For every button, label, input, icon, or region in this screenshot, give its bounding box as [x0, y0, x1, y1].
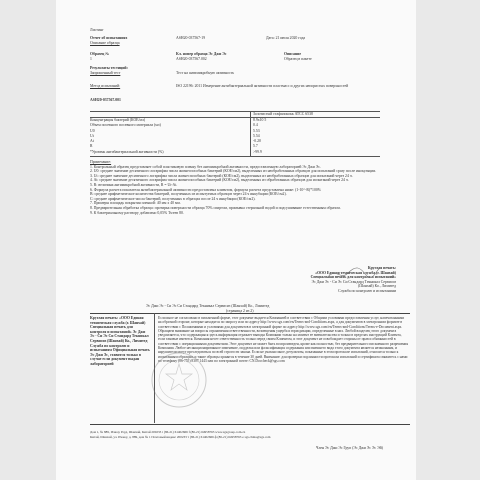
- results-label: Результаты тестиций:: [90, 66, 128, 70]
- table-column-header: Золотистый стафилококк ATCC 6538: [253, 112, 313, 116]
- address-line-2: Китай, Шанхай, ул. Ичжоу, д. 889, дом № 1 Почтовый индекс 200233 т (86-21) 61402666 ф (86-21) 64958763 e sgs.china@sgs.com: [90, 435, 271, 439]
- report-date: Дата: 21 июля 2020 года: [266, 36, 306, 40]
- notes-block: [90, 160, 386, 215]
- table-row-label: Ut: [90, 133, 94, 138]
- left-stamp-box: Круглая печать: «ООО Единая техническая служба (г. Шанхай) Специальная печать для контроля и испытаний» Эс Джи Эс - Си Эс Си Стандард Текникал Сервисиз (Шанхай) Ко., Лимитед Служба по контролю и испытаниям Официальная печать Эс Джи Эс, ставится только в случае если документ выдан лабораторией: [90, 316, 150, 366]
- sample-no-label: Образец №: [90, 52, 110, 56]
- stamp-line: Специальная печать для контроля и испытаний»: [310, 275, 396, 280]
- table-top-rule: [90, 111, 380, 112]
- table-row-value: 0.4: [253, 123, 258, 127]
- note-item: 7. Примеры площадь покрытия пленкой: 40 мм x 40 мм.: [90, 201, 181, 206]
- requested-value: Тест на антимикробную активность: [176, 70, 235, 75]
- address-line-1: Дом 1, № 889, Ичжоу Роуд, Шанхай, Китай 200233 t (86-21) 61402666 f (86-21) 64958763 www.sgsgroup.com.cn: [90, 430, 246, 434]
- table-row-label: Объем посевного посевного материала (мл): [90, 123, 161, 127]
- notes-title: Примечание:: [90, 160, 112, 164]
- note-item: 5. R: величина антимикробной активности, R = Ut-At.: [90, 182, 178, 187]
- report-subtitle: Описание образца: [90, 40, 120, 45]
- table-row-label: Концентрация бактерий (КОЕ/мл): [90, 118, 146, 122]
- sample-id: ASH20-037567.001: [90, 98, 121, 102]
- company-footer-title: Эс Джи Эс - Си Эс Си Стандард Текникал Сервисиз (Шанхай) Ко., Лимитед: [146, 304, 270, 308]
- note-item: С: среднее арифметическое числа бактерий, полученных в образцах после 24 ч инкубации (КОЕ/см2).: [90, 196, 256, 201]
- doc-title: Листинг: [90, 28, 104, 32]
- table-row-label: R: [90, 143, 93, 148]
- method-value: ISO 22196: 2011 Измерение антибактериальной активности пластмасс и других непористых поверхностей: [176, 84, 349, 88]
- method-label: Метод испытаний:: [90, 84, 121, 88]
- sample-label-title: Кл. номер образца Эс Джи Эс: [176, 52, 227, 56]
- note-item: 3. Ut: среднее значение десятичного логарифма числа жизнеспособных бактерий (КОЕ/см2), выделенных из необработанных образцов для испытаний через 24 ч.: [90, 173, 353, 178]
- table-row-value: -0.20: [253, 138, 261, 143]
- table-row-value: 5.54: [253, 133, 260, 138]
- seal-graphic: [149, 350, 209, 410]
- table-row-value: >99.9: [253, 149, 262, 154]
- note-item: 2. U0: среднее значение десятичного логарифма числа жизнеспособных бактерий (КОЕ/см2), выделенных из необработанных образцов для испытаний сразу после инокуляции.: [90, 169, 377, 174]
- note-item: 9. К бактериальному раствору добавлено 0,05% Tween 80.: [90, 210, 184, 215]
- page-indicator: (страница 2 из 2): [226, 309, 254, 313]
- requested-label: Запрошенный тест: [90, 70, 121, 75]
- stamp-line: (Шанхай) Ко., Лимитед: [358, 284, 396, 289]
- stamp-line: Служба по контролю и испытаниям: [338, 288, 396, 293]
- description-label: Описание: [284, 52, 302, 56]
- stamp-line: Эс Джи Эс - Си Эс Си Стандард Текникал Сервисиз: [311, 279, 396, 284]
- sample-label-value: ASH20-037567.002: [176, 57, 207, 61]
- table-row-value: 8.9x10 5: [253, 118, 267, 122]
- table-row-label: U0: [90, 128, 95, 133]
- table-row-value: 5.7: [253, 143, 258, 148]
- description-value: Образец в пакете: [284, 57, 312, 61]
- note-item: 1. Контрольный образец представляет собой пластиковую пленку без антимикробной активности, предоставленную лабораторией Эс Джи Эс.: [90, 164, 321, 169]
- table-column-rule: [250, 111, 251, 156]
- note-item: В: среднее арифметическое количества бактерий, полученных из испытуемых образцов через 24 ч инкубации (КОЕ/см2).: [90, 192, 287, 197]
- stamp-line: «ООО Единая техническая служба (г. Шанхай): [315, 270, 396, 275]
- stamp-line: Круглая печать:: [367, 266, 396, 270]
- report-title: Отчет об испытаниях: [90, 36, 128, 40]
- table-bottom-rule: [90, 156, 380, 157]
- sample-no-value: 1: [90, 57, 92, 61]
- document-page: [56, 0, 416, 480]
- table-row-label: At: [90, 138, 94, 143]
- terms-box: Если иное не согласовано в письменной форме, этот документ выдается Компанией в соответствии с Общими условиями предоставления услуг, напечатанными на обратной стороне, которые находятся по запросу или по адресу http://www.sgs.com/en/Terms-and-Conditions.aspx, а для документов в электронном формате в соответствии с Положениями и условиями для документов в электронной форме по адресу http://www.sgs.com/en/Terms-and-Conditions/Terms-e-Document.aspx. Обращаем внимание на вопросы ограничения ответственности, возмещения ущерба и юрисдикции, определенные в них. Любой владелец этого документа уведомляется, что содержащаяся здесь информация отражает выводы Компании только на момент ее вмешательства и только в пределах инструкций Клиента, если таковые имеются. Компания несет ответственность только перед своим Клиентом, и этот документ не освобождает стороны от прав и обязанностей в соответствии с операционными документами. Этот документ не может быть воспроизведен, кроме как полностью, без предварительного письменного разрешения Компании. Любое несанкционированное изменение, подделка или фальсификация содержания или внешнего вида этого документа является незаконным, и нарушители могут преследоваться по всей строгости закона. Если не указано иное, результаты, показанные в этом протоколе испытаний, относятся только к испытанным образцам, и такие образцы хранятся в течение 30 дней. Внимание: для проверки подлинности протокола испытаний и сертификата свяжитесь с нами по телефону (86-755) 8307 1443 или по электронной почте: CN.Doccheck@sgs.com: [158, 316, 409, 363]
- note-item: 4. At: среднее значение десятичного логарифма числа жизнеспособных бактерий (КОЕ/см2), выделенных из обработанных образцов для испытаний через 24 ч.: [90, 178, 349, 183]
- results-table: [90, 111, 380, 157]
- member-line: Член Эс Джи Эс Груп (Эс Джи Эс Эс Эй): [316, 446, 383, 450]
- note-item: 8. Предварительная обработка образца: протирка поверхности образца 70% спиртом, промывка стерильной водой и подсушивание естественным образом.: [90, 205, 341, 210]
- table-row-label: *Уровень антибактериальной активности (%): [90, 149, 164, 154]
- signature-graphic: [326, 265, 381, 283]
- note-item: 6. Формула расчета показателя антибактериальной активности предоставлена клиентом, формула расчета представлена ниже: (1-10^-R)*100%: [90, 187, 321, 192]
- report-number: ASH20-037567-19: [176, 36, 206, 40]
- table-row-value: 5.53: [253, 128, 260, 133]
